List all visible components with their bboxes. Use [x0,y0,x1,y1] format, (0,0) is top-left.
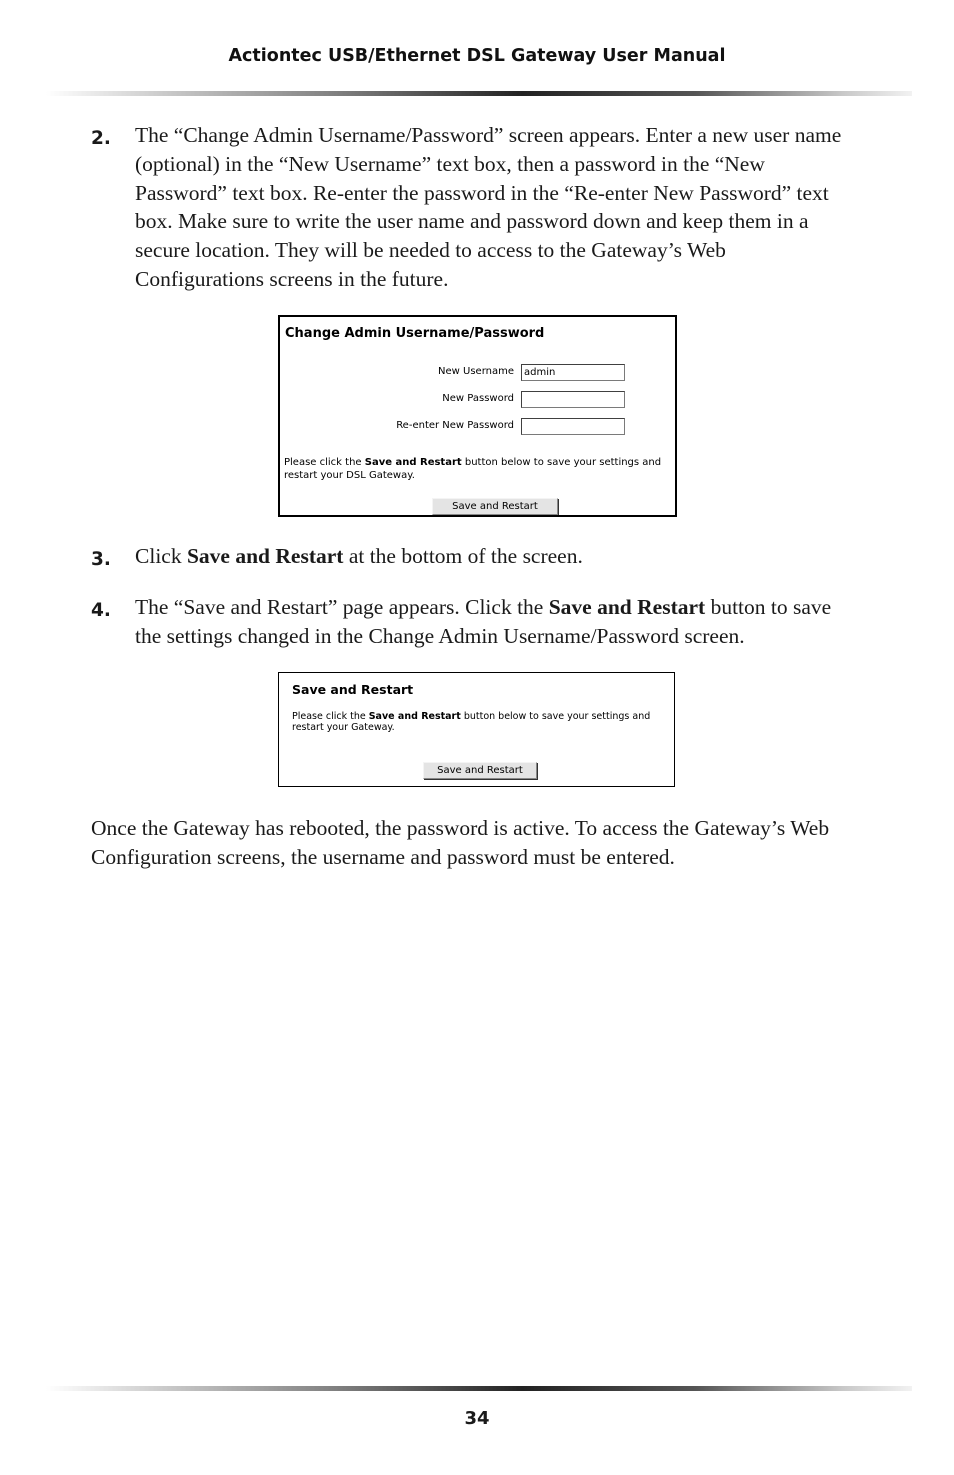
step-2 [91,121,851,294]
screenshot-title: Save and Restart [292,682,414,697]
new-username-label: New Username [438,366,514,377]
save-and-restart-button[interactable]: Save and Restart [423,762,537,779]
step-text-part: The “Save and Restart” page appears. Click the [135,595,549,619]
closing-paragraph: Once the Gateway has rebooted, the password is active. To access the Gateway’s Web Configuration screens, the username and password must be entered. [91,816,830,869]
change-admin-screenshot [278,315,677,517]
note-text: restart your DSL Gateway. [284,469,415,481]
step-number: 2. [91,128,111,149]
new-password-label: New Password [442,393,514,404]
new-password-input[interactable] [521,391,625,408]
new-password-row [280,391,675,409]
note-text: Please click the [292,711,369,722]
note-text: button below to save your settings and [460,711,651,722]
screenshot-note [292,711,650,733]
step-text-bold: Save and Restart [548,595,706,619]
page-number: 34 [464,1408,490,1429]
note-bold: Save and Restart [368,711,461,722]
save-and-restart-button[interactable]: Save and Restart [432,498,558,515]
step-text-part: Click [135,544,187,568]
new-username-input[interactable]: admin [521,364,625,381]
new-username-row [280,364,675,382]
step-text-bold: Save and Restart [186,544,344,568]
header-rule [46,91,912,96]
reenter-password-row [280,418,675,436]
screenshot-note [284,457,661,482]
note-text: Please click the [284,457,365,468]
step-3 [91,542,851,571]
save-and-restart-screenshot [278,672,675,787]
running-header: Actiontec USB/Ethernet DSL Gateway User Manual [228,46,726,66]
reenter-password-input[interactable] [521,418,625,435]
step-text [135,593,861,651]
step-number: 3. [91,549,111,570]
footer-rule [46,1386,912,1391]
reenter-password-label: Re-enter New Password [396,420,514,431]
step-4 [91,593,861,651]
step-number: 4. [91,600,111,621]
note-text: button below to save your settings and [461,457,662,468]
step-text [135,542,851,571]
step-text-part: button to save the settings changed in the Change Admin Username/Password screen. [135,595,832,648]
note-text: restart your Gateway. [292,722,395,733]
screenshot-title: Change Admin Username/Password [285,326,545,341]
step-text: The “Change Admin Username/Password” screen appears. Enter a new user name (optional) in the “New Username” text box, then a password in the “New Password” text box. Re-enter the password in the “Re-enter New Password” text box. Make sure to write the user name and password down and keep them in a secure location. They will be needed to access to the Gateway’s Web Configurations screens in the future. [135,123,842,291]
note-bold: Save and Restart [364,457,462,468]
step-text-part: at the bottom of the screen. [343,544,583,568]
